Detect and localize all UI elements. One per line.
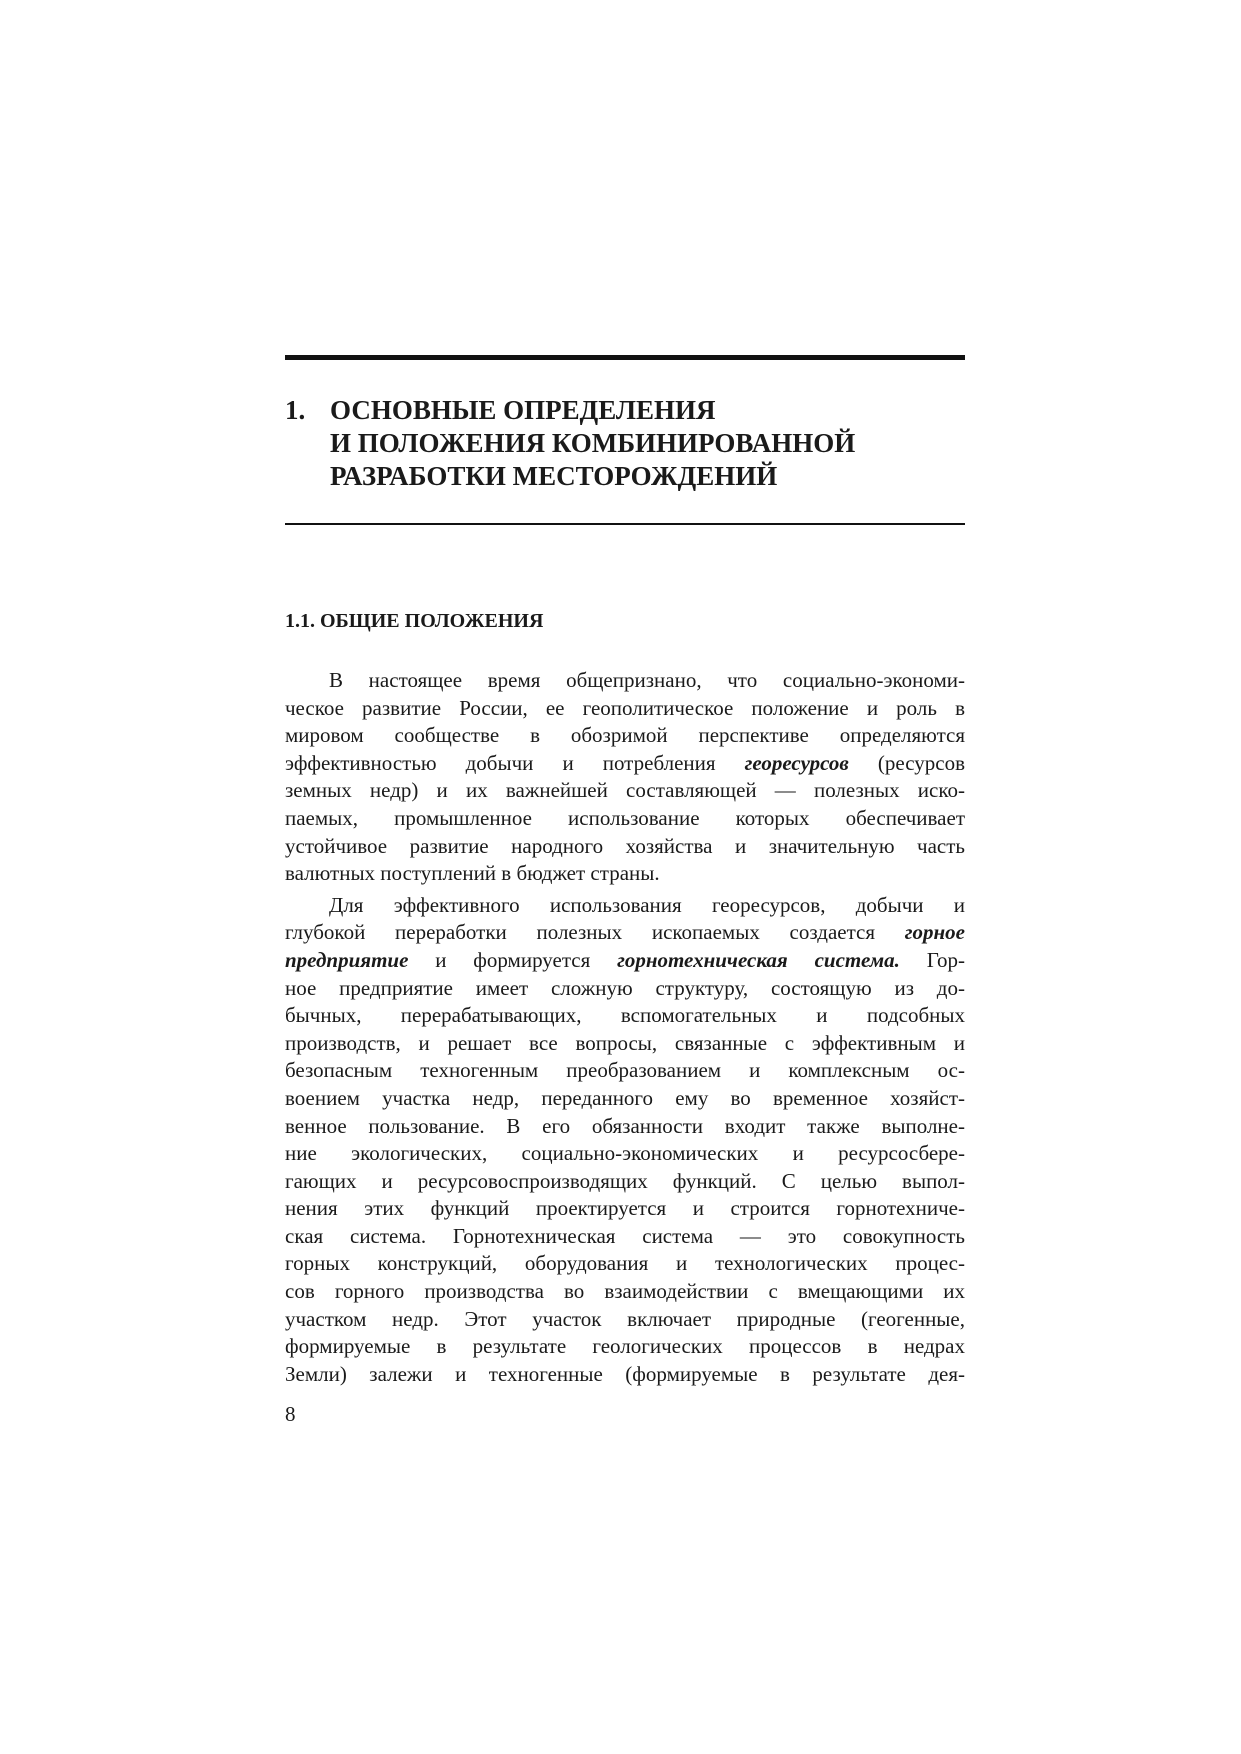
chapter-title-line-3: РАЗРАБОТКИ МЕСТОРОЖДЕНИЙ xyxy=(330,461,778,491)
paragraph-line: мировом сообществе в обозримой перспективе определяются xyxy=(285,723,965,748)
paragraph-line: нения этих функций проектируется и строится горнотехниче- xyxy=(285,1196,965,1221)
chapter-heading xyxy=(285,360,965,523)
text-run: эффективностью добычи и потребления xyxy=(285,750,745,775)
emphasis-mining-system: горнотехническая система. xyxy=(617,947,900,972)
page-content xyxy=(285,355,965,1388)
paragraph-line: воением участка недр, переданного ему во временное хозяйст- xyxy=(285,1085,965,1110)
paragraph-line: ние экологических, социально-экономических и ресурсосбере- xyxy=(285,1141,965,1166)
body-text xyxy=(285,667,965,1388)
paragraph-line: ческое развитие России, ее геополитическое положение и роль в xyxy=(285,695,965,720)
paragraph-2 xyxy=(285,892,965,1389)
chapter-title xyxy=(330,394,965,493)
section-title: 1.1. ОБЩИЕ ПОЛОЖЕНИЯ xyxy=(285,610,544,632)
paragraph-line: земных недр) и их важнейшей составляющей — полезных иско- xyxy=(285,778,965,803)
paragraph-line: участком недр. Этот участок включает природные (геогенные, xyxy=(285,1306,965,1331)
paragraph-line: горных конструкций, оборудования и технологических процес- xyxy=(285,1251,965,1276)
paragraph-line: бычных, перерабатывающих, вспомогательных и подсобных xyxy=(285,1003,965,1028)
paragraph-line: Земли) залежи и техногенные (формируемые в результате дея- xyxy=(285,1361,965,1386)
paragraph-line: устойчивое развитие народного хозяйства и значительную часть xyxy=(285,833,965,858)
paragraph-line xyxy=(285,919,965,947)
chapter-title-line-2: И ПОЛОЖЕНИЯ КОМБИНИРОВАННОЙ xyxy=(330,428,856,458)
paragraph-line: ская система. Горнотехническая система — это совокупность xyxy=(285,1223,965,1248)
paragraph-line: сов горного производства во взаимодействии с вмещающими их xyxy=(285,1279,965,1304)
paragraph-line xyxy=(285,750,965,778)
chapter-bottom-rule xyxy=(285,523,965,525)
emphasis-mining-enterprise: горное xyxy=(904,920,965,945)
paragraph-line: В настоящее время общепризнано, что социально-экономи- xyxy=(329,668,965,692)
paragraph-line xyxy=(285,947,965,975)
page-number: 8 xyxy=(285,1402,296,1426)
paragraph-line: валютных поступлений в бюджет страны. xyxy=(285,861,660,886)
paragraph-line: венное пользование. В его обязанности входит также выполне- xyxy=(285,1113,965,1138)
chapter-title-line-1: ОСНОВНЫЕ ОПРЕДЕЛЕНИЯ xyxy=(330,395,716,425)
paragraph-line: ное предприятие имеет сложную структуру, состоящую из до- xyxy=(285,975,965,1000)
text-run: (ресурсов xyxy=(848,750,965,775)
paragraph-line: безопасным техногенным преобразованием и комплексным ос- xyxy=(285,1058,965,1083)
text-run: и формируется xyxy=(408,947,618,972)
chapter-number: 1. xyxy=(285,395,306,425)
paragraph-1 xyxy=(285,667,965,888)
text-run: глубокой переработки полезных ископаемых создается xyxy=(285,920,905,945)
paragraph-line: Для эффективного использования георесурсов, добычи и xyxy=(329,892,965,917)
emphasis-mining-enterprise: предприятие xyxy=(285,947,409,972)
paragraph-line: формируемые в результате геологических процессов в недрах xyxy=(285,1334,965,1359)
paragraph-line: паемых, промышленное использование которых обеспечивает xyxy=(285,805,965,830)
text-run: Гор- xyxy=(899,947,965,972)
paragraph-line: производств, и решает все вопросы, связанные с эффективным и xyxy=(285,1030,965,1055)
paragraph-line: гающих и ресурсовоспроизводящих функций. С целью выпол- xyxy=(285,1168,965,1193)
emphasis-georesources: георесурсов xyxy=(744,750,849,775)
